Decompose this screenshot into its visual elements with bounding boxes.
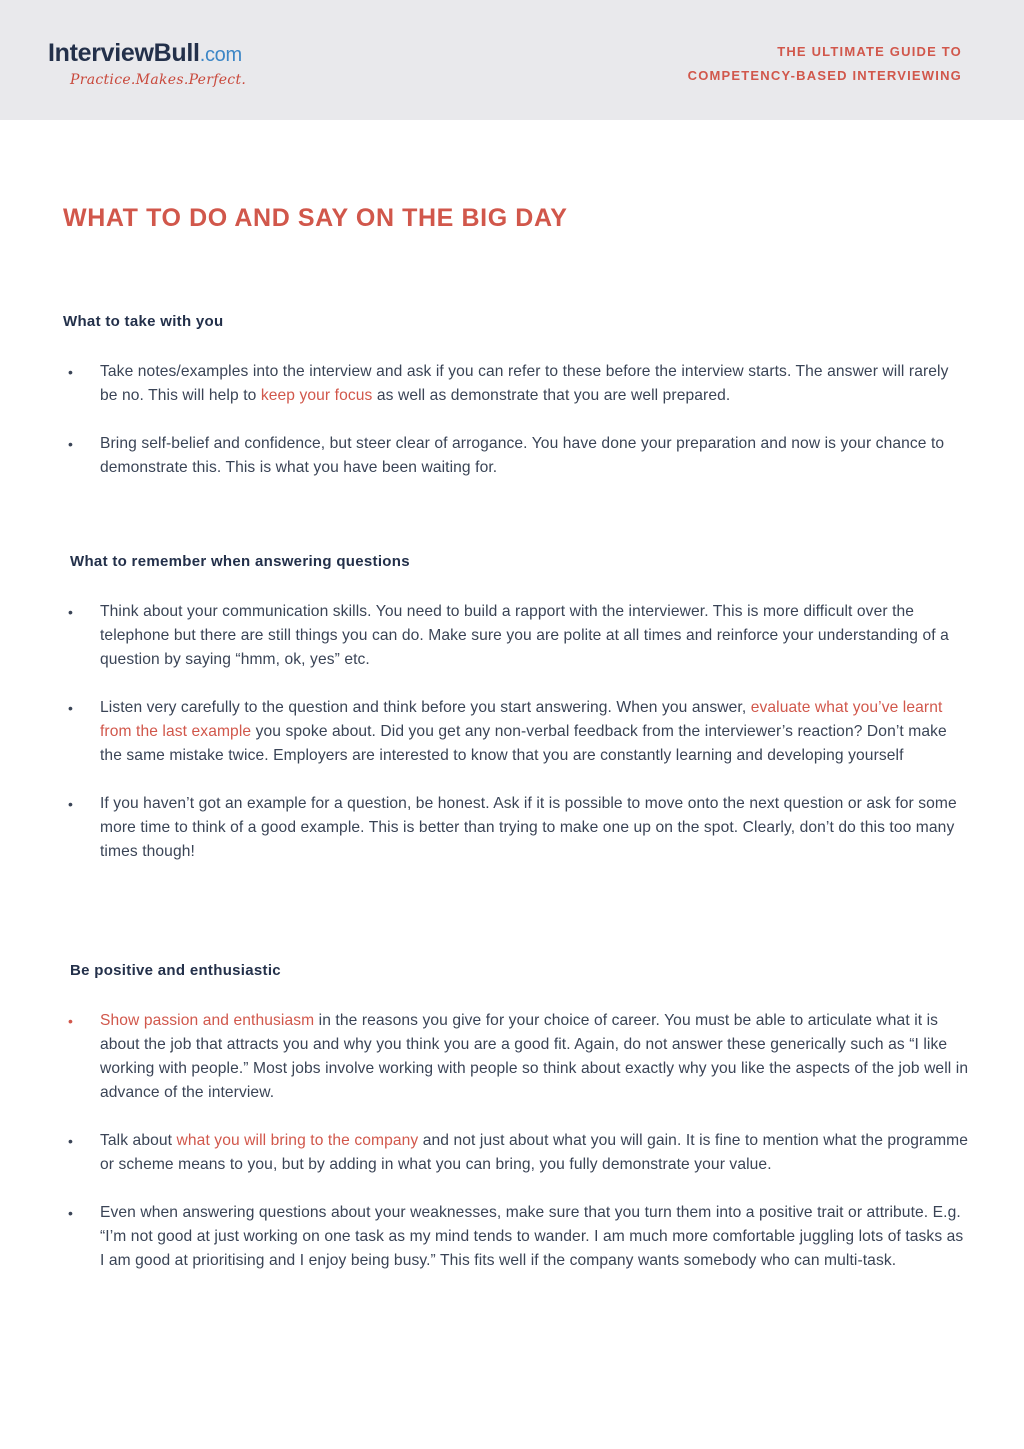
page-title: WHAT TO DO AND SAY ON THE BIG DAY	[63, 204, 568, 232]
list-item	[0, 1009, 970, 1105]
list-item	[0, 600, 970, 672]
page-header	[0, 0, 1024, 120]
bullet-icon: •	[68, 1133, 74, 1149]
bullet-icon: •	[68, 796, 74, 812]
logo-wordmark	[48, 38, 246, 70]
bullet-icon: •	[68, 1013, 74, 1029]
section-heading: Be positive and enthusiastic	[70, 962, 281, 979]
bullet-icon: •	[68, 604, 74, 620]
bullet-list	[0, 360, 1024, 480]
guide-title-line-2: COMPETENCY-BASED INTERVIEWING	[687, 68, 962, 83]
bullet-icon: •	[68, 700, 74, 716]
bullet-icon: •	[68, 1205, 74, 1221]
section-heading: What to remember when answering questions	[70, 553, 410, 570]
list-item	[0, 1129, 970, 1177]
item-text: Take notes/examples into the interview and ask if you can refer to these before the interview starts. The answer will rarely be no. This will help to	[100, 363, 949, 404]
section-be-positive	[0, 961, 1024, 1297]
item-text: and not just about what you will gain. It is fine to mention what the programme or scheme means to you, but by adding in what you can bring, you fully demonstrate your value.	[100, 1132, 969, 1173]
logo-main-text: InterviewBull	[48, 39, 200, 67]
logo-tagline: Practice.Makes.Perfect.	[70, 72, 247, 88]
list-item	[0, 696, 970, 768]
item-text: in the reasons you give for your choice of career. You must be able to articulate what it is about the job that attracts you and why you think you are a good fit. Again, do not answer these generically such as “I like working with people.” Most jobs involve working with people so think about exactly why you like the aspects of the job well in advance of the interview.	[100, 1012, 969, 1101]
list-item	[0, 1201, 970, 1273]
bullet-list	[0, 600, 1024, 864]
list-item	[0, 360, 970, 408]
item-text: Talk about	[100, 1132, 177, 1149]
bullet-icon: •	[68, 436, 74, 452]
guide-title	[688, 40, 962, 88]
list-item	[0, 792, 970, 864]
bullet-icon: •	[68, 364, 74, 380]
item-text: Even when answering questions about your weaknesses, make sure that you turn them into a positive trait or attribute. E.g. “I’m not good at just working on one task as my mind tends to wander. I am much more comfortable juggling lots of tasks as I am good at prioritising and I enjoy being busy.” This fits well if the company wants somebody who can multi-task.	[100, 1204, 964, 1269]
section-what-to-remember	[0, 552, 1024, 888]
highlight-text: keep your focus	[260, 387, 373, 404]
section-heading: What to take with you	[63, 313, 224, 330]
highlight-text: evaluate what you’ve learnt from the last example	[100, 699, 943, 740]
section-what-to-take	[0, 312, 1024, 504]
highlight-text: what you will bring to the company	[176, 1132, 419, 1149]
interviewbull-logo[interactable]	[48, 38, 246, 88]
item-text: as well as demonstrate that you are well prepared.	[372, 387, 731, 404]
item-text: you spoke about. Did you get any non-verbal feedback from the interviewer’s reaction? Don’t make the same mistake twice. Employers are interested to know that you are constantly learning and developing yourself	[100, 723, 947, 764]
item-text: Bring self-belief and confidence, but steer clear of arrogance. You have done your preparation and now is your chance to demonstrate this. This is what you have been waiting for.	[100, 435, 945, 476]
guide-title-line-1: THE ULTIMATE GUIDE TO	[777, 44, 962, 59]
list-item	[0, 432, 970, 480]
item-text: Listen very carefully to the question and think before you start answering. When you answer,	[100, 699, 751, 716]
logo-domain-text: .com	[199, 44, 242, 66]
bullet-list	[0, 1009, 1024, 1273]
item-text: Think about your communication skills. You need to build a rapport with the interviewer. This is more difficult over the telephone but there are still things you can do. Make sure you are polite at all times and reinforce your understanding of a question by saying “hmm, ok, yes” etc.	[100, 603, 949, 668]
highlight-text: Show passion and enthusiasm	[100, 1012, 315, 1029]
item-text: If you haven’t got an example for a question, be honest. Ask if it is possible to move onto the next question or ask for some more time to think of a good example. This is better than trying to make one up on the spot. Clearly, don’t do this too many times though!	[100, 795, 957, 860]
